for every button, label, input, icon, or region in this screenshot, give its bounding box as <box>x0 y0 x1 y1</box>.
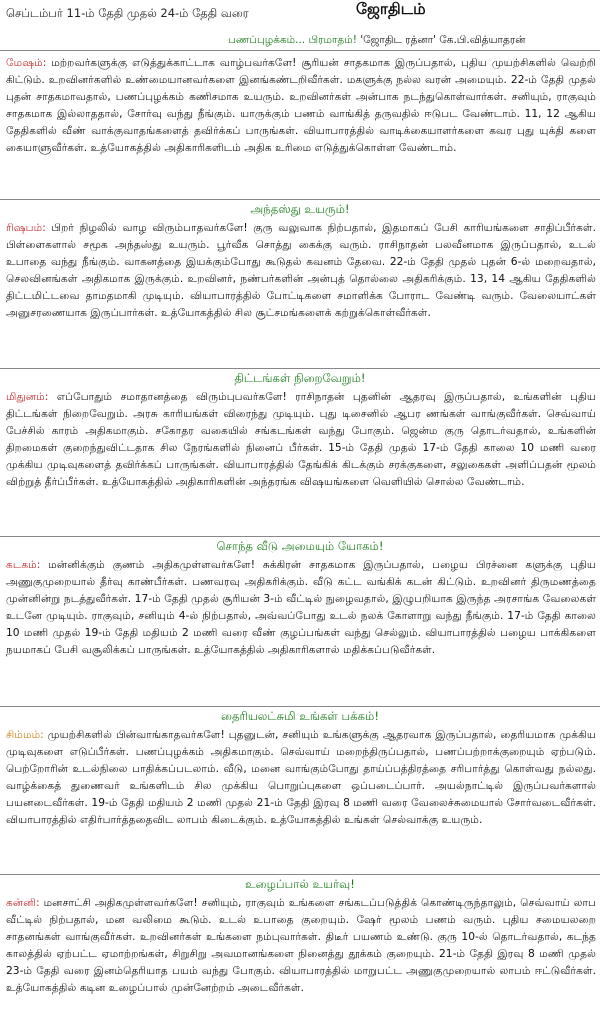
section-body <box>0 388 600 491</box>
section-heading: திட்டங்கள் நிறைவேறும்! <box>234 371 366 385</box>
divider <box>0 706 600 707</box>
section-mesham <box>0 54 600 157</box>
sign-name: மேஷம்: <box>6 56 47 69</box>
divider <box>0 368 600 369</box>
brand-title: ஜோதிடம் <box>356 0 426 18</box>
section-body <box>0 556 600 659</box>
sign-name: கடகம்: <box>6 558 41 571</box>
sign-name: சிம்மம்: <box>6 728 44 741</box>
section-kanni <box>0 876 600 997</box>
divider <box>0 536 600 537</box>
sign-name: கன்னி: <box>6 896 40 909</box>
section-simmam <box>0 708 600 829</box>
section-heading: சொந்த வீடு அமையும் யோகம்! <box>216 539 384 553</box>
section-mithunam <box>0 370 600 491</box>
section-body <box>0 219 600 322</box>
section-text: மற்றவர்களுக்கு எடுத்துக்காட்டாக வாழ்பவர்களே! சூரியன் சாதகமாக இருப்பதால், புதிய முயற்சிகளில் வெற்றி கிட்டும். உறவினர்களில் உண்மையானவர்களை இனங்கண்டறிவீர்கள். மகளுக்கு நல்ல வரன் அமையும். 22-ம் தேதி முதல் புதன் சாதகமாவதால், பணப்புழக்கம் கணிசமாக உயரும். உறவினர்கள் அன்பாக நடந்துகொள்வார்கள். சனியும், ராகுவும் சாதகமாக இல்லாததால், சோர்வு வந்து நீங்கும். யாருக்கும் பணம் வாங்கித் தருவதில் ஈடுபட வேண்டாம். 11, 12 ஆகிய தேதிகளில் வீண் வாக்குவாதங்களைத் தவிர்க்கப் பாருங்கள். வியாபாரத்தில் வாடிக்கையாளர்களை கவர புது யுக்தி களை கையாளுவீர்கள். உத்யோகத்தில் அதிகாரிகளிடம் அதிக உரிமை எடுத்துக்கொள்ள வேண்டாம். <box>6 56 596 155</box>
date-range: செப்டம்பர் 11-ம் தேதி முதல் 24-ம் தேதி வரை <box>6 6 249 20</box>
section-body <box>0 726 600 829</box>
section-heading: அந்தஸ்து உயரும்! <box>250 202 350 216</box>
author-name: 'ஜோதிட ரத்னா' கே.பி.வித்யாதரன் <box>360 34 526 46</box>
section-text: பிறர் நிழலில் வாழ விரும்பாதவர்களே! குரு வலுவாக நிற்பதால், இதமாகப் பேசி காரியங்களை சாதிப்பீர்கள். பிள்ளைகளால் சமூக அந்தஸ்து உயரும். பூர்வீக சொத்து கைக்கு வரும். ராசிநாதன் பலவீனமாக இருப்பதால், உடல் உபாதை வந்து நீங்கும். வாகனத்தை இயக்கும்போது கூடுதல் கவனம் தேவை. 22-ம் தேதி முதல் புதன் 6-ல் மறைவதால், செலவினங்கள் அதிகமாக இருக்கும். உறவினர், நண்பர்களின் அன்புத் தொல்லை அதிகரிக்கும். 13, 14 ஆகிய தேதிகளில் திட்டமிட்டவை தாமதமாகி முடியும். வியாபாரத்தில் போட்டிகளை சமாளிக்க போராட வேண்டி வரும். வேலையாட்கள் அனுசரணையாக இருப்பார்கள். உத்யோகத்தில் சில சூட்சமங்களைக் கற்றுக்கொள்வீர்கள். <box>6 221 596 320</box>
divider <box>0 874 600 875</box>
divider <box>0 199 600 200</box>
subheader <box>228 34 525 47</box>
page-header <box>0 0 600 34</box>
section-body <box>0 54 600 157</box>
divider <box>0 50 600 51</box>
sign-name: ரிஷபம்: <box>6 221 46 234</box>
subheader-highlight: பணப்புழக்கம்... பிரமாதம்! <box>228 34 357 46</box>
section-heading: தைரியலட்சுமி உங்கள் பக்கம்! <box>221 709 379 723</box>
section-heading: உழைப்பால் உயர்வு! <box>245 877 355 891</box>
section-body <box>0 894 600 997</box>
sign-name: மிதுனம்: <box>6 390 49 403</box>
section-kadagam <box>0 538 600 659</box>
section-rishabam <box>0 201 600 322</box>
section-text: எப்போதும் சமாதானத்தை விரும்புபவர்களே! ராசிநாதன் புதனின் ஆதரவு இருப்பதால், உங்களின் புதிய திட்டங்கள் நிறைவேறும். அரசு காரியங்கள் விரைந்து முடியும். புது டிசைனில் ஆபர ணங்கள் வாங்குவீர்கள். செவ்வாய் பேச்சில் காரம் அதிகமாகும். சகோதர வகையில் சங்கடங்கள் வந்து போகும். ஜென்ம குரு தொடர்வதால், உங்களின் திறமைகள் குறைந்துவிட்டதாக சில நேரங்களில் நினைப் பீர்கள். 15-ம் தேதி முதல் 17-ம் தேதி காலை 10 மணி வரை முக்கிய முடிவுகளைத் தவிர்க்கப் பாருங்கள். வியாபாரத்தில் தேங்கிக் கிடக்கும் சரக்குகளை, சலுகைகள் அளிப்பதன் மூலம் விற்றுத் தீர்ப்பீர்கள். உத்யோகத்தில் அதிகாரிகளின் அந்தரங்க விஷயங்களை வெளியில் சொல்ல வேண்டாம். <box>6 390 596 489</box>
section-text: மன்னிக்கும் குணம் அதிகமுள்ளவர்களே! சுக்கிரன் சாதகமாக இருப்பதால், பழைய பிரச்னை களுக்கு புதிய அணுகுமுறையால் தீர்வு காண்பீர்கள். பணவரவு அதிகரிக்கும். வீடு கட்ட வங்கிக் கடன் கிட்டும். உறவினர் திருமணத்தை முன்னின்று நடத்துவீர்கள். 17-ம் தேதி முதல் சூரியன் 3-ம் வீட்டில் நுழைவதால், இழுபறியாக இருந்த அரசாங்க வேலைகள் உடனே முடியும். ராகுவும், சனியும் 4-ல் நிற்பதால், அவ்வப்போது உடல் நலக் கோளாறு வந்து நீங்கும். 17-ம் தேதி காலை 10 மணி முதல் 19-ம் தேதி மதியம் 2 மணி வரை வீண் குழப்பங்கள் வந்து செல்லும். வியாபாரத்தில் பழைய பாக்கிகளை நயமாகப் பேசி வசூலிக்கப் பாருங்கள். உத்யோகத்தில் அதிகாரிகளால் மதிக்கப்படுவீர்கள். <box>6 558 596 657</box>
section-text: முயற்சிகளில் பின்வாங்காதவர்களே! புதனுடன், சனியும் உங்களுக்கு ஆதரவாக இருப்பதால், தைரியமாக முக்கிய முடிவுகளை எடுப்பீர்கள். பணப்புழக்கம் அதிகமாகும். செவ்வாய் மறைந்திருப்பதால், பணப்பற்றாக்குறையும் ஏற்படும். பெற்றோரின் உடல்நிலை பாதிக்கப்படலாம். வீடு, மனை வாங்கும்போது தாய்ப்பத்திரத்தை சரிபார்த்து கொள்வது நல்லது. வாழ்க்கைத் துணைவர் உங்களிடம் சில முக்கிய பொறுப்புகளை ஒப்படைப்பார். அயல்நாட்டில் இருப்பவர்களால் பயனடைவீர்கள். 19-ம் தேதி மதியம் 2 மணி முதல் 21-ம் தேதி இரவு 8 மணி வரை வேலைச்சுமையால் சோர்வடைவீர்கள். வியாபாரத்தில் எதிர்பார்த்ததைவிட லாபம் கிடைக்கும். உத்யோகத்தில் உங்கள் செல்வாக்கு உயரும். <box>6 728 596 827</box>
section-text: மனசாட்சி அதிகமுள்ளவர்களே! சனியும், ராகுவும் உங்களை சங்கடப்படுத்திக் கொண்டிருந்தாலும், செவ்வாய் லாப வீட்டில் நிற்பதால், மன வலிமை கூடும். உடல் உபாதை குறையும். ஷேர் மூலம் பணம் வரும். புதிய சமையலறை சாதனங்கள் வாங்குவீர்கள். உறவினர்கள் உங்களை நம்புவார்கள். திடீர் பயணம் உண்டு. குரு 10-ல் தொடர்வதால், கடந்த காலத்தில் ஏற்பட்ட ஏமாற்றங்கள், சிறுசிறு அவமானங்களை நினைத்து தூக்கம் குறையும். 21-ம் தேதி இரவு 8 மணி முதல் 23-ம் தேதி வரை இனம்தெரியாத பயம் வந்து போகும். வியாபாரத்தில் மாறுபட்ட அணுகுமுறையால் லாபம் ஈட்டுவீர்கள். உத்யோகத்தில் கடின உழைப்பால் முன்னேற்றம் அடைவீர்கள். <box>6 896 596 995</box>
